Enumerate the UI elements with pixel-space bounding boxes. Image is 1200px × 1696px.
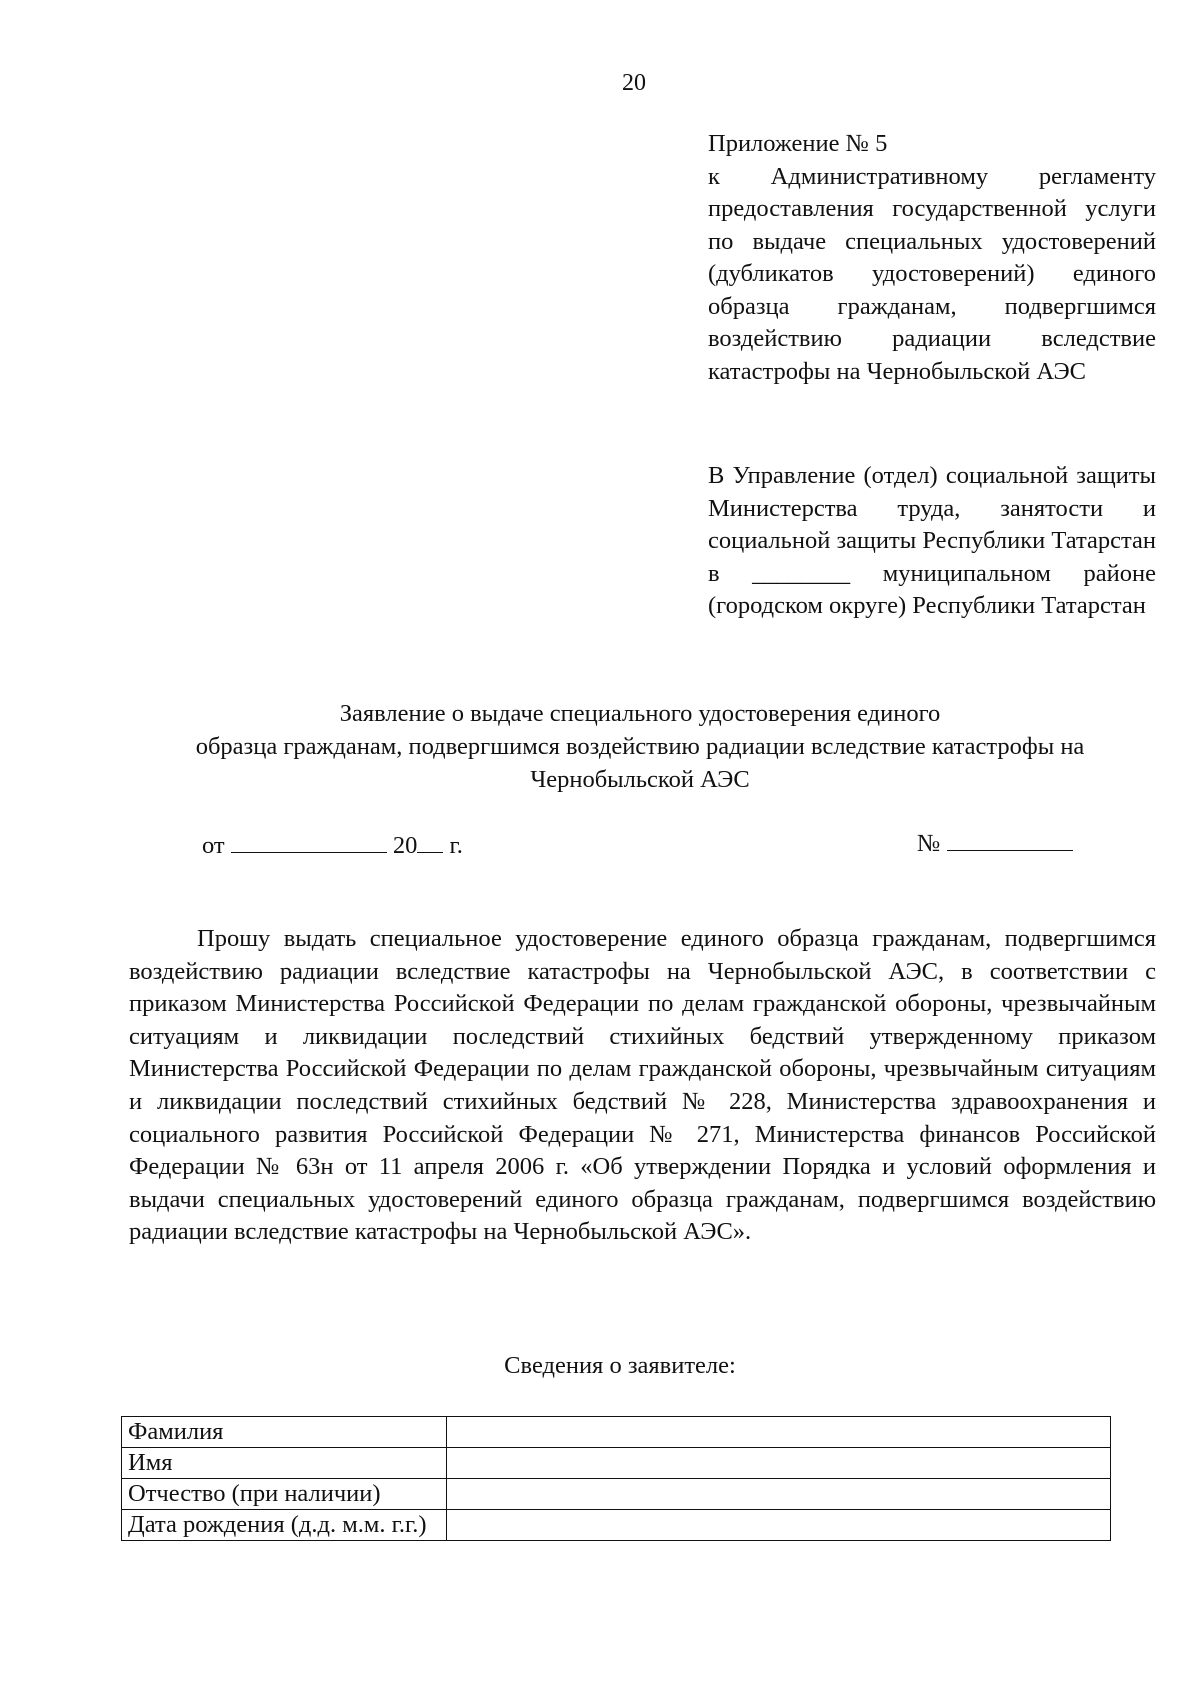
table-row: [122, 1479, 1111, 1510]
row-value-field[interactable]: [447, 1417, 1111, 1448]
row-value-field[interactable]: [447, 1510, 1111, 1541]
year-blank[interactable]: [417, 830, 443, 853]
appendix-title: Приложение № 5: [708, 130, 888, 157]
date-suffix: г.: [449, 832, 463, 859]
table-row: [122, 1448, 1111, 1479]
applicant-section-heading: Сведения о заявителе:: [504, 1352, 736, 1379]
number-field: [917, 828, 1073, 858]
number-label: №: [917, 830, 941, 857]
number-blank[interactable]: [947, 828, 1073, 851]
form-title-line-3: Чернобыльской АЭС: [530, 766, 750, 793]
request-text: Прошу выдать специальное удостоверение единого образца гражданам, подвергшимся воздействию радиации вследствие катастрофы на Чернобыльской АЭС, в соответствии с приказом Министерства Российской Федерации по делам гражданской обороны, чрезвычайным ситуациям и ликвидации последствий стихийных бедствий утвержденному приказом Министерства Российской Федерации по делам гражданской обороны, чрезвычайным ситуациям и ликвидации последствий стихийных бедствий № 228, Министерства здравоохранения и социального развития Российской Федерации № 271, Министерства финансов Российской Федерации № 63н от 11 апреля 2006 г. «Об утверждении Порядка и условий оформления и выдачи специальных удостоверений единого образца гражданам, подвергшимся воздействию радиации вследствие катастрофы на Чернобыльской АЭС».: [129, 925, 1156, 1246]
table-row: [122, 1510, 1111, 1541]
appendix-text: к Административному регламенту предоставления государственной услуги по выдаче специальных удостоверений (дубликатов удостоверений) единого образца гражданам, подвергшимся воздействию радиации вследствие катастрофы на Чернобыльской АЭС: [708, 162, 1156, 385]
addressee-block: [708, 460, 1156, 623]
row-label: Имя: [122, 1448, 447, 1479]
appendix-block: [708, 128, 1156, 388]
form-title: [120, 697, 1160, 796]
page-number: 20: [622, 70, 646, 96]
addressee-text: В Управление (отдел) социальной защиты Министерства труда, занятости и социальной защиты Республики Татарстан в ________ муниципальном районе (городском округе) Республики Татарстан: [708, 462, 1156, 619]
date-field: [202, 830, 463, 860]
form-title-line-2: образца гражданам, подвергшимся воздействию радиации вследствие катастрофы на: [195, 733, 1085, 760]
table-row: [122, 1417, 1111, 1448]
applicant-table: [121, 1416, 1111, 1541]
row-label: Фамилия: [122, 1417, 447, 1448]
date-year-prefix: 20: [392, 832, 418, 859]
row-value-field[interactable]: [447, 1448, 1111, 1479]
row-label: Отчество (при наличии): [122, 1479, 447, 1510]
row-label: Дата рождения (д.д. м.м. г.г.): [122, 1510, 447, 1541]
row-value-field[interactable]: [447, 1479, 1111, 1510]
date-prefix: от: [202, 832, 225, 859]
date-blank[interactable]: [231, 830, 387, 853]
form-title-line-1: Заявление о выдаче специального удостоверения единого: [339, 700, 941, 727]
